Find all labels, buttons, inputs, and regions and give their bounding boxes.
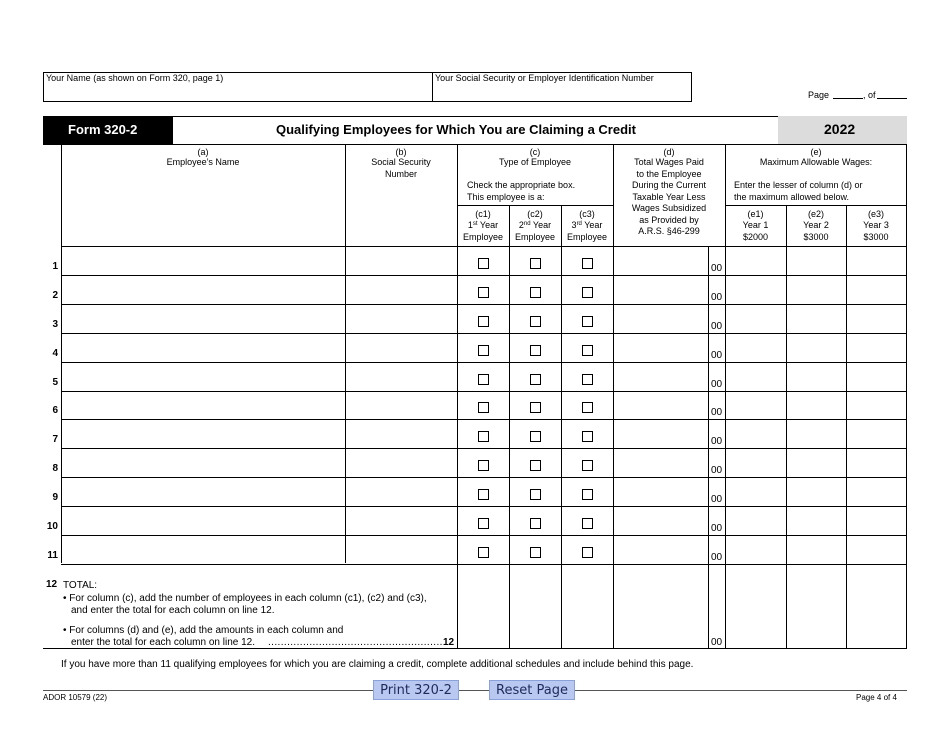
checkbox-c1[interactable] (478, 460, 489, 471)
row-e1-field[interactable] (725, 246, 786, 275)
row-wages-field[interactable] (613, 246, 708, 275)
row-name-field[interactable] (61, 477, 345, 506)
col-b-label-2: Number (384, 169, 417, 179)
row-e2-field[interactable] (786, 333, 846, 362)
row-e1-field[interactable] (725, 419, 786, 448)
row-name-field[interactable] (61, 506, 345, 535)
col-d-line-2: to the Employee (636, 169, 702, 179)
row-ssn-field[interactable] (345, 333, 457, 362)
row-number: 10 (46, 521, 58, 532)
checkbox-c3[interactable] (582, 431, 593, 442)
cents-label: 00 (711, 436, 723, 447)
row-e3-field[interactable] (846, 448, 906, 477)
row-e1-field[interactable] (725, 275, 786, 304)
row-wages-field[interactable] (613, 275, 708, 304)
col-e2-year: Year 2 (803, 220, 829, 230)
checkbox-c2[interactable] (530, 460, 541, 471)
cents-label: 00 (711, 263, 723, 274)
row-e3-field[interactable] (846, 304, 906, 333)
row-ssn-field[interactable] (345, 506, 457, 535)
ssn-label: Your Social Security or Employer Identification Number (435, 73, 654, 83)
form-number: Form 320-2 (68, 122, 138, 137)
row-e3-field[interactable] (846, 246, 906, 275)
total-instruction-2b: enter the total for each column on line 12. (71, 637, 256, 648)
checkbox-c3[interactable] (582, 460, 593, 471)
form-id: ADOR 10579 (22) (43, 693, 108, 702)
checkbox-c2[interactable] (530, 316, 541, 327)
row-wages-field[interactable] (613, 362, 708, 391)
cents-label: 00 (711, 350, 723, 361)
checkbox-c3[interactable] (582, 316, 593, 327)
checkbox-c1[interactable] (478, 316, 489, 327)
row-e3-field[interactable] (846, 275, 906, 304)
checkbox-c2[interactable] (530, 345, 541, 356)
col-e3-year: Year 3 (863, 220, 889, 230)
row-name-field[interactable] (61, 333, 345, 362)
checkbox-c2[interactable] (530, 287, 541, 298)
row-wages-field[interactable] (613, 304, 708, 333)
print-button[interactable]: Print 320-2 (373, 680, 459, 700)
row-name-field[interactable] (61, 304, 345, 333)
row-e2-field[interactable] (786, 275, 846, 304)
col-d-letter: (d) (663, 147, 675, 157)
col-e-letter: (e) (810, 147, 822, 157)
row-name-field[interactable] (61, 275, 345, 304)
row-ssn-field[interactable] (345, 391, 457, 419)
page-label: Page (808, 90, 830, 100)
row-ssn-field[interactable] (345, 477, 457, 506)
col-c-note-1: Check the appropriate box. (467, 180, 576, 190)
col-d-line-1: Total Wages Paid (634, 157, 704, 167)
checkbox-c1[interactable] (478, 518, 489, 529)
checkbox-c2[interactable] (530, 258, 541, 269)
total-instruction-2a: • For columns (d) and (e), add the amounts in each column and (63, 625, 344, 636)
row-e3-field[interactable] (846, 333, 906, 362)
checkbox-c2[interactable] (530, 374, 541, 385)
row-wages-field[interactable] (613, 448, 708, 477)
row-e1-field[interactable] (725, 304, 786, 333)
row-number: 6 (52, 405, 58, 416)
row-name-field[interactable] (61, 246, 345, 275)
col-c1-employee: Employee (462, 232, 504, 242)
total-line-number: 12 (46, 579, 58, 590)
total-line-ref: 12 (443, 637, 455, 648)
cents-label: 00 (711, 523, 723, 534)
row-ssn-field[interactable] (345, 419, 457, 448)
row-number: 7 (52, 434, 58, 445)
name-label: Your Name (as shown on Form 320, page 1) (46, 73, 224, 83)
row-e1-field[interactable] (725, 477, 786, 506)
col-e1-code: (e1) (747, 209, 764, 219)
row-wages-field[interactable] (613, 391, 708, 419)
row-ssn-field[interactable] (345, 304, 457, 333)
checkbox-c2[interactable] (530, 547, 541, 558)
checkbox-c1[interactable] (478, 489, 489, 500)
row-number: 4 (52, 348, 58, 359)
checkbox-c2[interactable] (530, 431, 541, 442)
col-c-label: Type of Employee (498, 157, 572, 167)
page-total-field[interactable] (877, 98, 907, 99)
checkbox-c2[interactable] (530, 402, 541, 413)
row-e2-field[interactable] (786, 304, 846, 333)
row-number: 3 (52, 319, 58, 330)
col-c1-year: 1st Year (467, 220, 499, 230)
row-ssn-field[interactable] (345, 246, 457, 275)
col-c-letter: (c) (529, 147, 541, 157)
col-e1-amount: $2000 (742, 232, 769, 242)
row-e3-field[interactable] (846, 391, 906, 419)
row-e1-field[interactable] (725, 535, 786, 564)
cents-label: 00 (711, 465, 723, 476)
row-ssn-field[interactable] (345, 362, 457, 391)
row-number: 11 (47, 550, 58, 561)
row-e3-field[interactable] (846, 362, 906, 391)
row-name-field[interactable] (61, 362, 345, 391)
row-number: 1 (52, 261, 58, 272)
row-e3-field[interactable] (846, 506, 906, 535)
col-c3-code: (c3) (579, 209, 595, 219)
checkbox-c1[interactable] (478, 258, 489, 269)
checkbox-c2[interactable] (530, 518, 541, 529)
row-e2-field[interactable] (786, 477, 846, 506)
row-ssn-field[interactable] (345, 448, 457, 477)
row-e2-field[interactable] (786, 506, 846, 535)
col-c3-year: 3rd Year (571, 220, 603, 230)
checkbox-c2[interactable] (530, 489, 541, 500)
col-b-label-1: Social Security (371, 157, 431, 167)
total-d-cents: 00 (711, 637, 723, 648)
total-label: TOTAL: (63, 580, 98, 591)
col-e1-year: Year 1 (742, 220, 769, 230)
total-instruction-1b: and enter the total for each column on line 12. (71, 605, 275, 616)
col-e-note-1: Enter the lesser of column (d) or (734, 180, 863, 190)
page-of: Page 4 of 4 (856, 693, 897, 702)
col-e3-code: (e3) (867, 209, 884, 219)
row-ssn-field[interactable] (345, 275, 457, 304)
row-e2-field[interactable] (786, 448, 846, 477)
row-name-field[interactable] (61, 448, 345, 477)
reset-page-button[interactable]: Reset Page (489, 680, 575, 700)
row-number: 9 (52, 492, 58, 503)
row-name-field[interactable] (61, 391, 345, 419)
col-e-label: Maximum Allowable Wages: (759, 157, 873, 167)
row-wages-field[interactable] (613, 506, 708, 535)
col-b-letter: (b) (395, 147, 407, 157)
checkbox-c3[interactable] (582, 402, 593, 413)
col-a-label: Employee’s Name (166, 157, 240, 167)
checkbox-c1[interactable] (478, 345, 489, 356)
checkbox-c3[interactable] (582, 258, 593, 269)
col-a-letter: (a) (197, 147, 209, 157)
row-wages-field[interactable] (613, 419, 708, 448)
row-e1-field[interactable] (725, 333, 786, 362)
checkbox-c1[interactable] (478, 374, 489, 385)
col-e2-code: (e2) (807, 209, 824, 219)
col-d-line-5: Wages Subsidized (631, 203, 707, 213)
cents-label: 00 (711, 407, 723, 418)
col-e3-amount: $3000 (863, 232, 889, 242)
col-e-note-2: the maximum allowed below. (734, 192, 850, 202)
row-name-field[interactable] (61, 419, 345, 448)
form-title: Qualifying Employees for Which You are Claiming a Credit (276, 122, 636, 137)
col-c3-employee: Employee (566, 232, 608, 242)
row-name-field[interactable] (61, 535, 345, 564)
row-number: 8 (52, 463, 58, 474)
checkbox-c3[interactable] (582, 547, 593, 558)
row-e1-field[interactable] (725, 448, 786, 477)
additional-schedules-note: If you have more than 11 qualifying employees for which you are claiming a credit, complete additional schedules and include behind this page. (61, 659, 694, 670)
row-number: 5 (52, 377, 58, 388)
row-number: 2 (52, 290, 58, 301)
page-number-field[interactable] (833, 98, 863, 99)
total-instruction-1a: • For column (c), add the number of employees in each column (c1), (c2) and (c3), (63, 593, 427, 604)
checkbox-c1[interactable] (478, 431, 489, 442)
checkbox-c1[interactable] (478, 547, 489, 558)
col-d-line-3: During the Current (631, 180, 707, 190)
cents-label: 00 (711, 292, 723, 303)
row-ssn-field[interactable] (345, 535, 457, 564)
cents-label: 00 (711, 379, 723, 390)
checkbox-c3[interactable] (582, 374, 593, 385)
col-c1-code: (c1) (475, 209, 491, 219)
col-d-line-6: as Provided by (639, 215, 699, 225)
row-e2-field[interactable] (786, 419, 846, 448)
checkbox-c3[interactable] (582, 489, 593, 500)
checkbox-c3[interactable] (582, 518, 593, 529)
col-e2-amount: $3000 (803, 232, 829, 242)
row-wages-field[interactable] (613, 477, 708, 506)
col-d-line-4: Taxable Year Less (632, 192, 706, 202)
cents-label: 00 (711, 494, 723, 505)
checkbox-c3[interactable] (582, 345, 593, 356)
row-e1-field[interactable] (725, 391, 786, 419)
cents-label: 00 (711, 321, 723, 332)
row-e2-field[interactable] (786, 391, 846, 419)
col-c2-employee: Employee (514, 232, 556, 242)
cents-label: 00 (711, 552, 723, 563)
total-leader-dots: ........................................................ (268, 637, 446, 648)
row-e2-field[interactable] (786, 362, 846, 391)
col-c-note-2: This employee is a: (467, 192, 545, 202)
row-wages-field[interactable] (613, 333, 708, 362)
checkbox-c1[interactable] (478, 287, 489, 298)
col-c2-year: 2nd Year (518, 220, 552, 230)
of-label: , of (863, 90, 876, 100)
col-c2-code: (c2) (527, 209, 543, 219)
checkbox-c3[interactable] (582, 287, 593, 298)
row-e1-field[interactable] (725, 362, 786, 391)
row-wages-field[interactable] (613, 535, 708, 564)
col-d-line-7: A.R.S. §46-299 (638, 226, 700, 236)
row-e3-field[interactable] (846, 419, 906, 448)
checkbox-c1[interactable] (478, 402, 489, 413)
row-e1-field[interactable] (725, 506, 786, 535)
row-e2-field[interactable] (786, 535, 846, 564)
row-e2-field[interactable] (786, 246, 846, 275)
tax-year: 2022 (824, 121, 856, 137)
row-e3-field[interactable] (846, 477, 906, 506)
row-e3-field[interactable] (846, 535, 906, 564)
